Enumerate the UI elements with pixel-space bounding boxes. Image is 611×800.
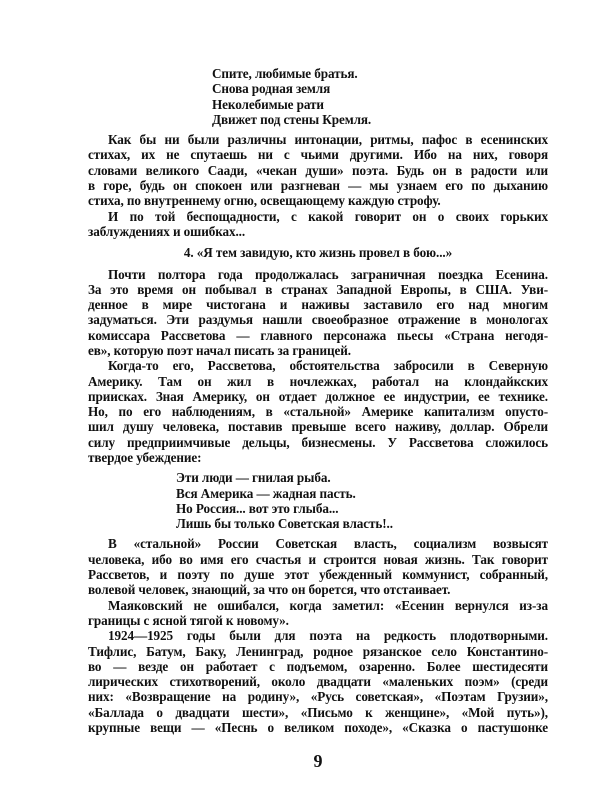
text-line: денное в мире чистогана и наживы заставило его над многим xyxy=(88,297,548,312)
verse-line: Движет под стены Кремля. xyxy=(212,112,372,127)
text-line: стихах, их не спутаешь ни с чьими другими. Ибо на них, говоря xyxy=(88,147,548,162)
verse-line: Неколебимые рати xyxy=(212,97,324,112)
text-line: стиха, по внутреннему огню, освещающему каждую строфу. xyxy=(88,193,441,208)
text-line: Но, по его наблюдениям, в «стальной» Америке капитализм опусто- xyxy=(88,404,548,419)
text-line: крупные вещи — «Песнь о великом походе», «Сказка о пастушонке xyxy=(88,720,548,735)
text-line: силу предприимчивые дельцы, бизнесмены. У Рассветова сложилось xyxy=(88,435,548,450)
text-line: словами великого Саади, «чекан души» поэта. Будь он в радости или xyxy=(88,163,548,178)
text-line: человека, ибо во имя его счастья и строится новая жизнь. Так говорит xyxy=(88,552,548,567)
text-line: комиссара Рассветова — главного персонажа пьесы «Страна негодя- xyxy=(88,328,548,343)
text-line: И по той беспощадности, с какой говорит он о своих горьких xyxy=(108,209,548,224)
text-line: них: «Возвращение на родину», «Русь советская», «Поэтам Грузии», xyxy=(88,689,548,704)
text-line: во — везде он работает с подъемом, озаренно. Более шестидесяти xyxy=(88,659,548,674)
text-line: Рассветов, и поэту по душе этот убежденный коммунист, собранный, xyxy=(88,567,548,582)
verse-line: Эти люди — гнилая рыба. xyxy=(176,470,331,485)
verse-line: Спите, любимые братья. xyxy=(212,66,358,81)
text-line: В «стальной» России Советская власть, социализм возвысят xyxy=(108,536,548,551)
text-line: в горе, будь он спокоен или разгневан — мы узнаем его по дыханию xyxy=(88,178,548,193)
text-line: волевой человек, знающий, за что он борется, что отстаивает. xyxy=(88,582,451,597)
text-line: твердое убеждение: xyxy=(88,450,202,465)
text-line: Маяковский не ошибался, когда заметил: «Есенин вернулся из-за xyxy=(108,598,548,613)
text-line: Как бы ни были различны интонации, ритмы, пафос в есенинских xyxy=(108,132,548,147)
text-line: Когда-то его, Рассветова, обстоятельства забросили в Северную xyxy=(108,358,548,373)
verse-line: Лишь бы только Советская власть!.. xyxy=(176,516,393,531)
verse-line: Но Россия... вот это глыба... xyxy=(176,501,339,516)
text-line: задуматься. Эти раздумья нашли своеобразное отражение в монологах xyxy=(88,312,548,327)
verse-line: Вся Америка — жадная пасть. xyxy=(176,486,356,501)
text-line: ев», которую поэт начал писать за границей. xyxy=(88,343,351,358)
text-line: шил душу человека, поставив превыше всего наживу, доллар. Обрели xyxy=(88,419,548,434)
text-line: приисках. Зная Америку, он отдает должное ее индустрии, ее технике. xyxy=(88,389,548,404)
text-line: Америку. Там он жил в ночлежках, работал на клондайкских xyxy=(88,374,548,389)
text-line: границы с ясной тягой к новому». xyxy=(88,613,289,628)
text-line: Тифлис, Батум, Баку, Ленинград, родное рязанское село Константино- xyxy=(88,644,548,659)
text-line: Почти полтора года продолжалась заграничная поездка Есенина. xyxy=(108,267,548,282)
text-line: заблуждениях и ошибках... xyxy=(88,224,246,239)
section-heading: 4. «Я тем завидую, кто жизнь провел в бою...» xyxy=(183,245,453,260)
text-line: За это время он побывал в странах Западной Европы, в США. Уви- xyxy=(88,282,548,297)
text-line: 1924—1925 годы были для поэта на редкость плодотворными. xyxy=(108,628,548,643)
verse-line: Снова родная земля xyxy=(212,81,331,96)
page-number: 9 xyxy=(313,751,323,771)
text-line: лирических стихотворений, около двадцати «маленьких поэм» (среди xyxy=(88,674,548,689)
text-line: «Баллада о двадцати шести», «Письмо к женщине», «Мой путь»), xyxy=(88,705,548,720)
